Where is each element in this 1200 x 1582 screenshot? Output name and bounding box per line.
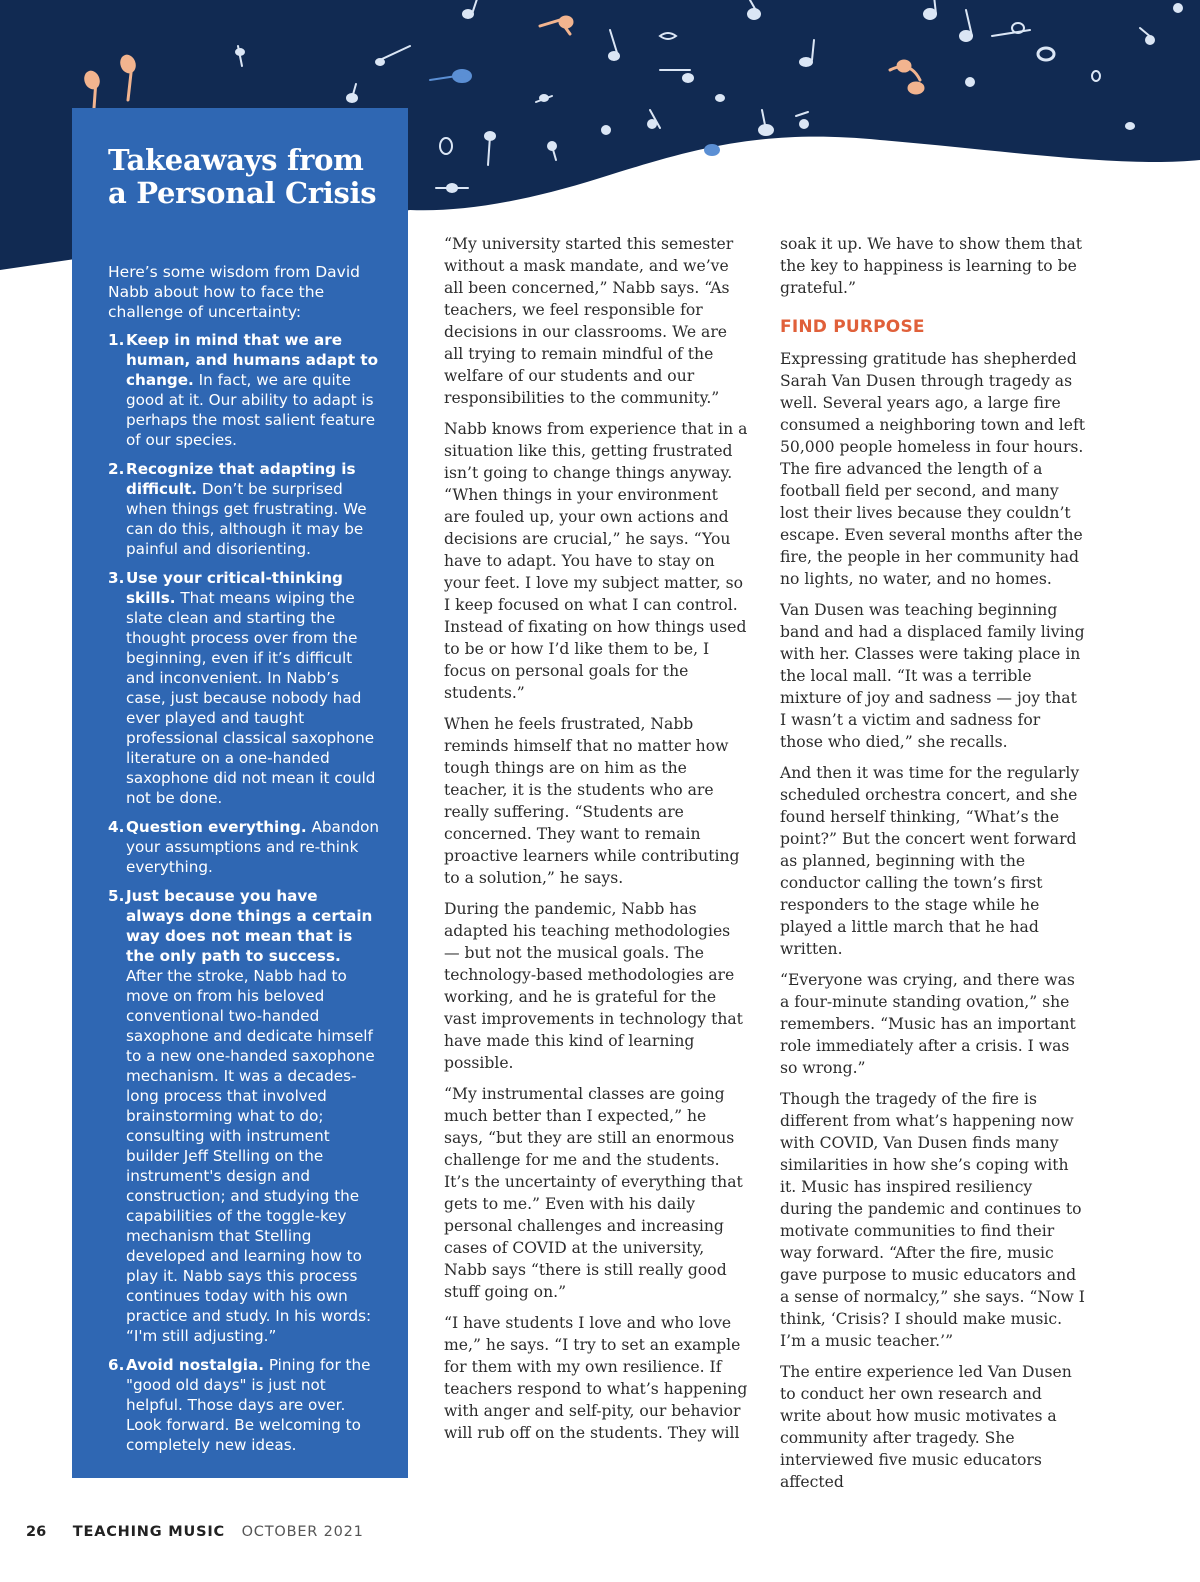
sidebar-title — [108, 144, 380, 210]
takeaway-text: That means wiping the slate clean and starting the thought process over from the beginning, even if it’s difficult and inconvenient. In Nabb’s case, just because nobody had ever played and taught professional classical saxophone literature on a one-handed saxophone did not mean it could not be done. — [126, 589, 376, 807]
article-paragraph: “I have students I love and who love me,” he says. “I try to set an example for them with my own resilience. If teachers respond to what’s happening with anger and self-pity, our behavior will rub off on the students. They will — [444, 1314, 748, 1442]
takeaway-text: After the stroke, Nabb had to move on from his beloved conventional two-handed saxophone and dedicate himself to a new one-handed saxophone mechanism. It was a decades-long process that involved brainstorming what to do; consulting with instrument builder Jeff Stelling on the instrument's design and construction; and studying the capabilities of the toggle-key mechanism that Stelling developed and learning how to play it. Nabb says this process continues today with his own practice and study. In his words: “I'm still adjusting.” — [126, 967, 375, 1345]
issue-date: OCTOBER 2021 — [241, 1524, 364, 1540]
takeaway-text: In fact, we are quite good at it. Our ability to adapt is perhaps the most salient feature of our species. — [126, 371, 376, 449]
page-footer — [26, 1524, 364, 1540]
takeaway-text: Don’t be surprised when things get frustrating. We can do this, although it may be painful and disorienting. — [126, 480, 367, 558]
article-paragraph: Van Dusen was teaching beginning band and had a displaced family living with her. Classes were taking place in the local mall. “It was a terrible mixture of joy and sadness — joy that I wasn’t a victim and sadness for those who died,” she recalls. — [780, 601, 1085, 751]
article-column-2 — [780, 233, 1086, 1502]
section-heading: FIND PURPOSE — [780, 317, 925, 337]
article-paragraph: And then it was time for the regularly scheduled orchestra concert, and she found herself thinking, “What’s the point?” But the concert went forward as planned, beginning with the conductor calling the town’s first responders to the stage while he played a little march that he had written. — [780, 764, 1080, 958]
takeaways-sidebar — [72, 108, 408, 1478]
article-paragraph: Expressing gratitude has shepherded Sarah Van Dusen through tragedy as well. Several years ago, a large fire consumed a neighboring town and left 50,000 people homeless in four hours. The fire advanced the length of a football field per second, and many lost their lives because they couldn’t escape. Even several months after the fire, the people in her community had no lights, no water, and no homes. — [780, 350, 1086, 588]
article-paragraph: When he feels frustrated, Nabb reminds himself that no matter how tough things are on him as the teacher, it is the students who are really suffering. “Students are concerned. They want to remain proactive learners while contributing to a solution,” he says. — [444, 715, 740, 887]
takeaway-heading: Avoid nostalgia. — [126, 1356, 265, 1374]
takeaway-number: 5. — [108, 887, 125, 905]
takeaway-item — [108, 817, 380, 877]
takeaway-number: 1. — [108, 331, 125, 349]
takeaway-text: Pining for the "good old days" is just not helpful. Those days are over. Look forward. Be welcoming to completely new ideas. — [126, 1356, 371, 1454]
article-paragraph: The entire experience led Van Dusen to conduct her own research and write about how music motivates a community after tragedy. She interviewed five music educators affected — [780, 1363, 1072, 1491]
takeaway-item — [108, 886, 380, 1346]
article-paragraph: Nabb knows from experience that in a situation like this, getting frustrated isn’t going to change things anyway. “When things in your environment are fouled up, your own actions and decisions are crucial,” he says. “You have to adapt. You have to stay on your feet. I love my subject matter, so I keep focused on what I can control. Instead of fixating on how things used to be or how I’d like them to be, I focus on personal goals for the students.” — [444, 420, 748, 702]
magazine-name: TEACHING MUSIC — [72, 1524, 225, 1540]
sidebar-title-line2: a Personal Crisis — [108, 176, 377, 210]
sidebar-title-line1: Takeaways from — [108, 143, 364, 177]
page-number: 26 — [26, 1524, 47, 1540]
article-paragraph: soak it up. We have to show them that the key to happiness is learning to be grateful.” — [780, 235, 1083, 297]
takeaway-item — [108, 330, 380, 450]
article-paragraph: “Everyone was crying, and there was a four-minute standing ovation,” she remembers. “Music has an important role immediately after a crisis. I was so wrong.” — [780, 971, 1076, 1077]
takeaway-number: 4. — [108, 818, 125, 836]
takeaway-heading: Recognize that adapting is difficult. — [126, 460, 356, 498]
article-paragraph: “My instrumental classes are going much better than I expected,” he says, “but they are still an enormous challenge for me and the students. It’s the uncertainty of everything that gets to me.” Even with his daily personal challenges and increasing cases of COVID at the university, Nabb says “there is still really good stuff going on.” — [444, 1085, 743, 1301]
takeaway-text: Abandon your assumptions and re-think everything. — [126, 818, 380, 876]
takeaway-number: 6. — [108, 1356, 125, 1374]
takeaway-item — [108, 1355, 380, 1455]
takeaway-number: 2. — [108, 460, 125, 478]
takeaway-heading: Question everything. — [126, 818, 307, 836]
article-paragraph: During the pandemic, Nabb has adapted his teaching methodologies — but not the musical goals. The technology-based methodologies are working, and he is grateful for the vast improvements in technology that have made this kind of learning possible. — [444, 900, 743, 1072]
article-paragraph: Though the tragedy of the fire is different from what’s happening now with COVID, Van Dusen finds many similarities in how she’s coping with it. Music has inspired resiliency during the pandemic and continues to motivate communities to find their way forward. “After the fire, music gave purpose to music educators and a sense of normalcy,” she says. “Now I think, ‘Crisis? I should make music. I’m a music teacher.’” — [780, 1090, 1085, 1350]
article-column-1 — [444, 233, 748, 1453]
takeaways-list — [108, 330, 380, 1455]
sidebar-intro: Here’s some wisdom from David Nabb about how to face the challenge of uncertainty: — [108, 263, 360, 321]
takeaway-heading: Keep in mind that we are human, and humans adapt to change. — [126, 331, 379, 389]
takeaway-item — [108, 459, 380, 559]
article-paragraph: “My university started this semester without a mask mandate, and we’ve all been concerned,” Nabb says. “As teachers, we feel responsible for decisions in our classrooms. We are all trying to remain mindful of the welfare of our students and our responsibilities to the community.” — [444, 235, 734, 407]
takeaway-heading: Just because you have always done things a certain way does not mean that is the only path to success. — [126, 887, 373, 965]
takeaway-heading: Use your critical-thinking skills. — [126, 569, 343, 607]
takeaway-item — [108, 568, 380, 808]
takeaway-number: 3. — [108, 569, 125, 587]
